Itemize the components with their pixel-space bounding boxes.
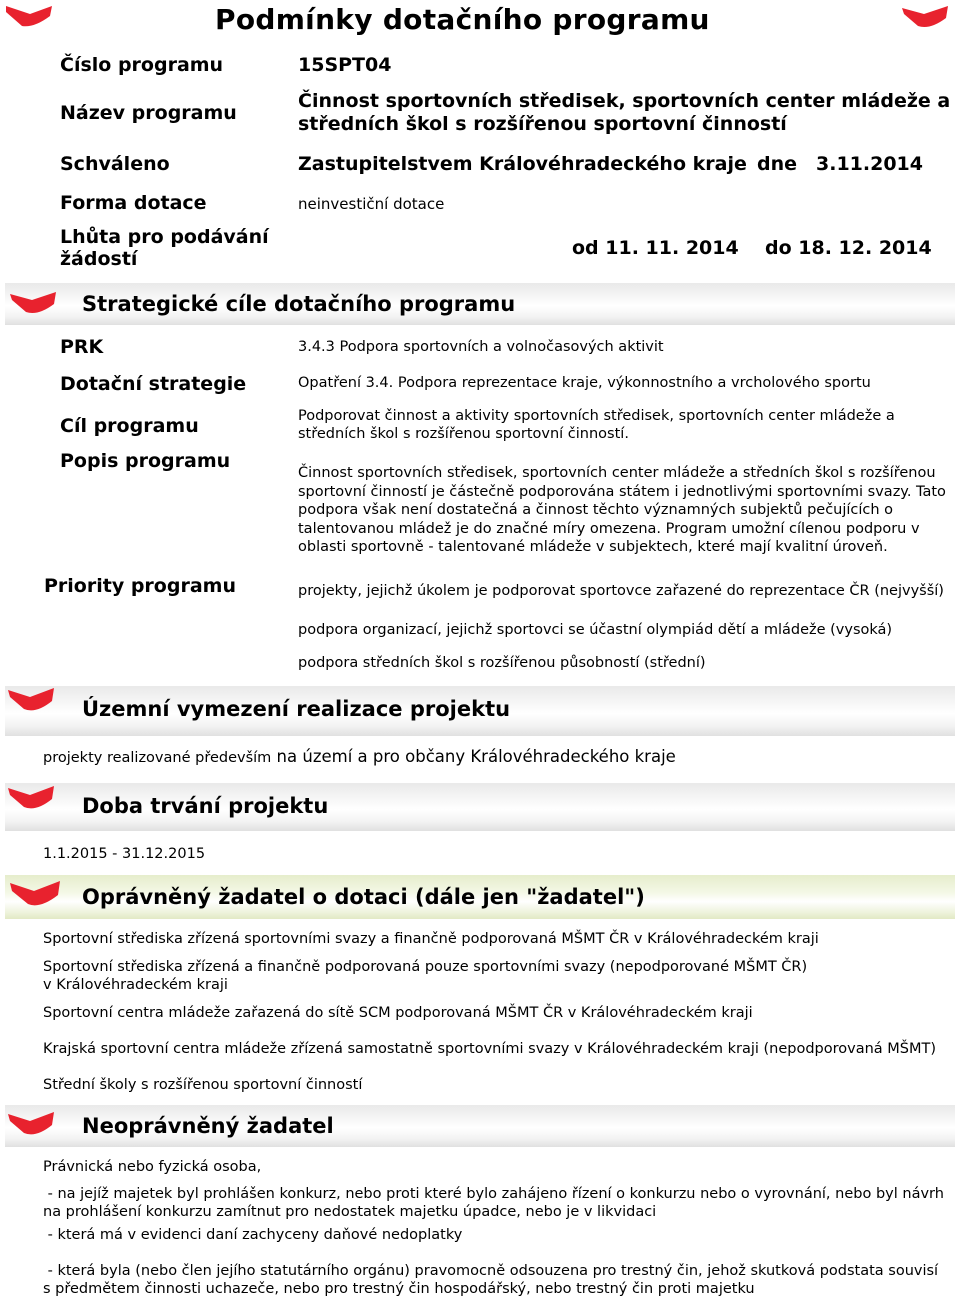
opravneny-item: v Královéhradeckém kraji bbox=[43, 977, 228, 993]
popis-line: sportovní činností je částečně podporována státem i jednotlivými sportovními svazy. Tato bbox=[298, 484, 946, 500]
strategicke-heading: Strategické cíle dotačního programu bbox=[82, 292, 516, 316]
doba-value: 1.1.2015 - 31.12.2015 bbox=[43, 846, 206, 862]
lhuta-label-line2: žádostí bbox=[60, 248, 138, 270]
strategie-label: Dotační strategie bbox=[60, 373, 247, 395]
forma-value: neinvestiční dotace bbox=[298, 195, 445, 213]
neopravneny-line: - na jejíž majetek byl prohlášen konkurz, nebo proti které bylo zahájeno řízení o konkurzu nebo o vyrovnání, nebo byl návrh bbox=[43, 1186, 944, 1202]
kraj-logo-icon bbox=[6, 1108, 58, 1138]
dne-value: 3.11.2014 bbox=[816, 153, 923, 175]
nazev-value-line1: Činnost sportovních středisek, sportovních center mládeže a bbox=[298, 90, 951, 112]
neopravneny-line: s předmětem činnosti uchazeče, nebo pro trestný čin hospodářský, nebo trestný čin proti majetku bbox=[43, 1281, 755, 1297]
strategie-value: Opatření 3.4. Podpora reprezentace kraje, výkonnostního a vrcholového sportu bbox=[298, 375, 871, 391]
popis-line: oblasti sportovně - talentované mládeže v subjektech, které mají kvalitní úroveň. bbox=[298, 539, 888, 555]
cislo-label: Číslo programu bbox=[60, 54, 224, 76]
neopravneny-heading: Neoprávněný žadatel bbox=[82, 1114, 334, 1138]
opravneny-item: Střední školy s rozšířenou sportovní činností bbox=[43, 1077, 363, 1093]
priority-item: podpora organizací, jejichž sportovci se účastní olympiád dětí a mládeže (vysoká) bbox=[298, 622, 893, 638]
prk-label: PRK bbox=[60, 336, 104, 358]
priority-label: Priority programu bbox=[44, 575, 236, 597]
opravneny-item: Sportovní centra mládeže zařazená do sítě SCM podporovaná MŠMT ČR v Královéhradeckém kraji bbox=[43, 1005, 753, 1021]
cislo-value: 15SPT04 bbox=[298, 54, 392, 76]
neopravneny-line: - která byla (nebo člen jejího statutárního orgánu) pravomocně odsouzena pro trestný čin, jehož skutková podstata souvisí bbox=[43, 1263, 939, 1279]
popis-label: Popis programu bbox=[60, 450, 231, 472]
popis-line: Činnost sportovních středisek, sportovních center mládeže a středních škol s rozšířenou bbox=[298, 465, 936, 481]
opravneny-heading: Oprávněný žadatel o dotaci (dále jen "žadatel") bbox=[82, 885, 645, 909]
priority-item: podpora středních škol s rozšířenou působností (střední) bbox=[298, 655, 706, 671]
popis-line: podpora však není dostatečná a činnost těchto významných subjektů pečujících o bbox=[298, 502, 894, 518]
kraj-logo-icon bbox=[8, 877, 64, 909]
schvaleno-label: Schváleno bbox=[60, 153, 170, 175]
lhuta-do-value: do 18. 12. 2014 bbox=[765, 237, 932, 259]
kraj-logo-icon bbox=[6, 782, 58, 812]
kraj-logo-icon bbox=[4, 2, 56, 30]
uzemni-text-large: na území a pro občany Královéhradeckého kraje bbox=[271, 747, 676, 766]
kraj-logo-icon bbox=[6, 684, 58, 714]
nazev-label: Název programu bbox=[60, 102, 237, 124]
doba-heading: Doba trvání projektu bbox=[82, 794, 329, 818]
kraj-logo-icon bbox=[8, 288, 60, 316]
prk-value: 3.4.3 Podpora sportovních a volnočasových aktivit bbox=[298, 339, 664, 355]
opravneny-item: Krajská sportovní centra mládeže zřízená samostatně sportovními svazy v Královéhradeckém kraji (nepodporovaná MŠMT) bbox=[43, 1041, 937, 1057]
priority-item: projekty, jejichž úkolem je podporovat sportovce zařazené do reprezentace ČR (nejvyšší) bbox=[298, 583, 944, 599]
cil-value-line2: středních škol s rozšířenou sportovní činností. bbox=[298, 426, 629, 442]
page-title: Podmínky dotačního programu bbox=[215, 3, 710, 36]
lhuta-label-line1: Lhůta pro podávání bbox=[60, 226, 269, 248]
opravneny-item: Sportovní střediska zřízená a finančně podporovaná pouze sportovními svazy (nepodporované MŠMT ČR) bbox=[43, 959, 808, 975]
neopravneny-line: - která má v evidenci daní zachyceny daňové nedoplatky bbox=[43, 1227, 463, 1243]
kraj-logo-icon bbox=[900, 2, 952, 30]
neopravneny-intro: Právnická nebo fyzická osoba, bbox=[43, 1159, 262, 1175]
uzemni-heading: Územní vymezení realizace projektu bbox=[82, 697, 511, 721]
schvaleno-value: Zastupitelstvem Královéhradeckého kraje bbox=[298, 153, 747, 175]
neopravneny-line: na prohlášení konkurzu zamítnut pro nedostatek majetku úpadce, nebo je v likvidaci bbox=[43, 1204, 657, 1220]
cil-label: Cíl programu bbox=[60, 415, 199, 437]
forma-label: Forma dotace bbox=[60, 192, 207, 214]
uzemni-text bbox=[43, 747, 676, 766]
cil-value-line1: Podporovat činnost a aktivity sportovních středisek, sportovních center mládeže a bbox=[298, 408, 895, 424]
uzemni-text-small: projekty realizované především bbox=[43, 750, 272, 766]
dne-label: dne bbox=[757, 153, 798, 175]
nazev-value-line2: středních škol s rozšířenou sportovní činností bbox=[298, 113, 787, 135]
opravneny-item: Sportovní střediska zřízená sportovními svazy a finančně podporovaná MŠMT ČR v Královéhradeckém kraji bbox=[43, 931, 819, 947]
lhuta-od-value: od 11. 11. 2014 bbox=[572, 237, 739, 259]
popis-line: talentovanou mládež je do značné míry omezena. Program umožní cílenou podporu v bbox=[298, 521, 920, 537]
